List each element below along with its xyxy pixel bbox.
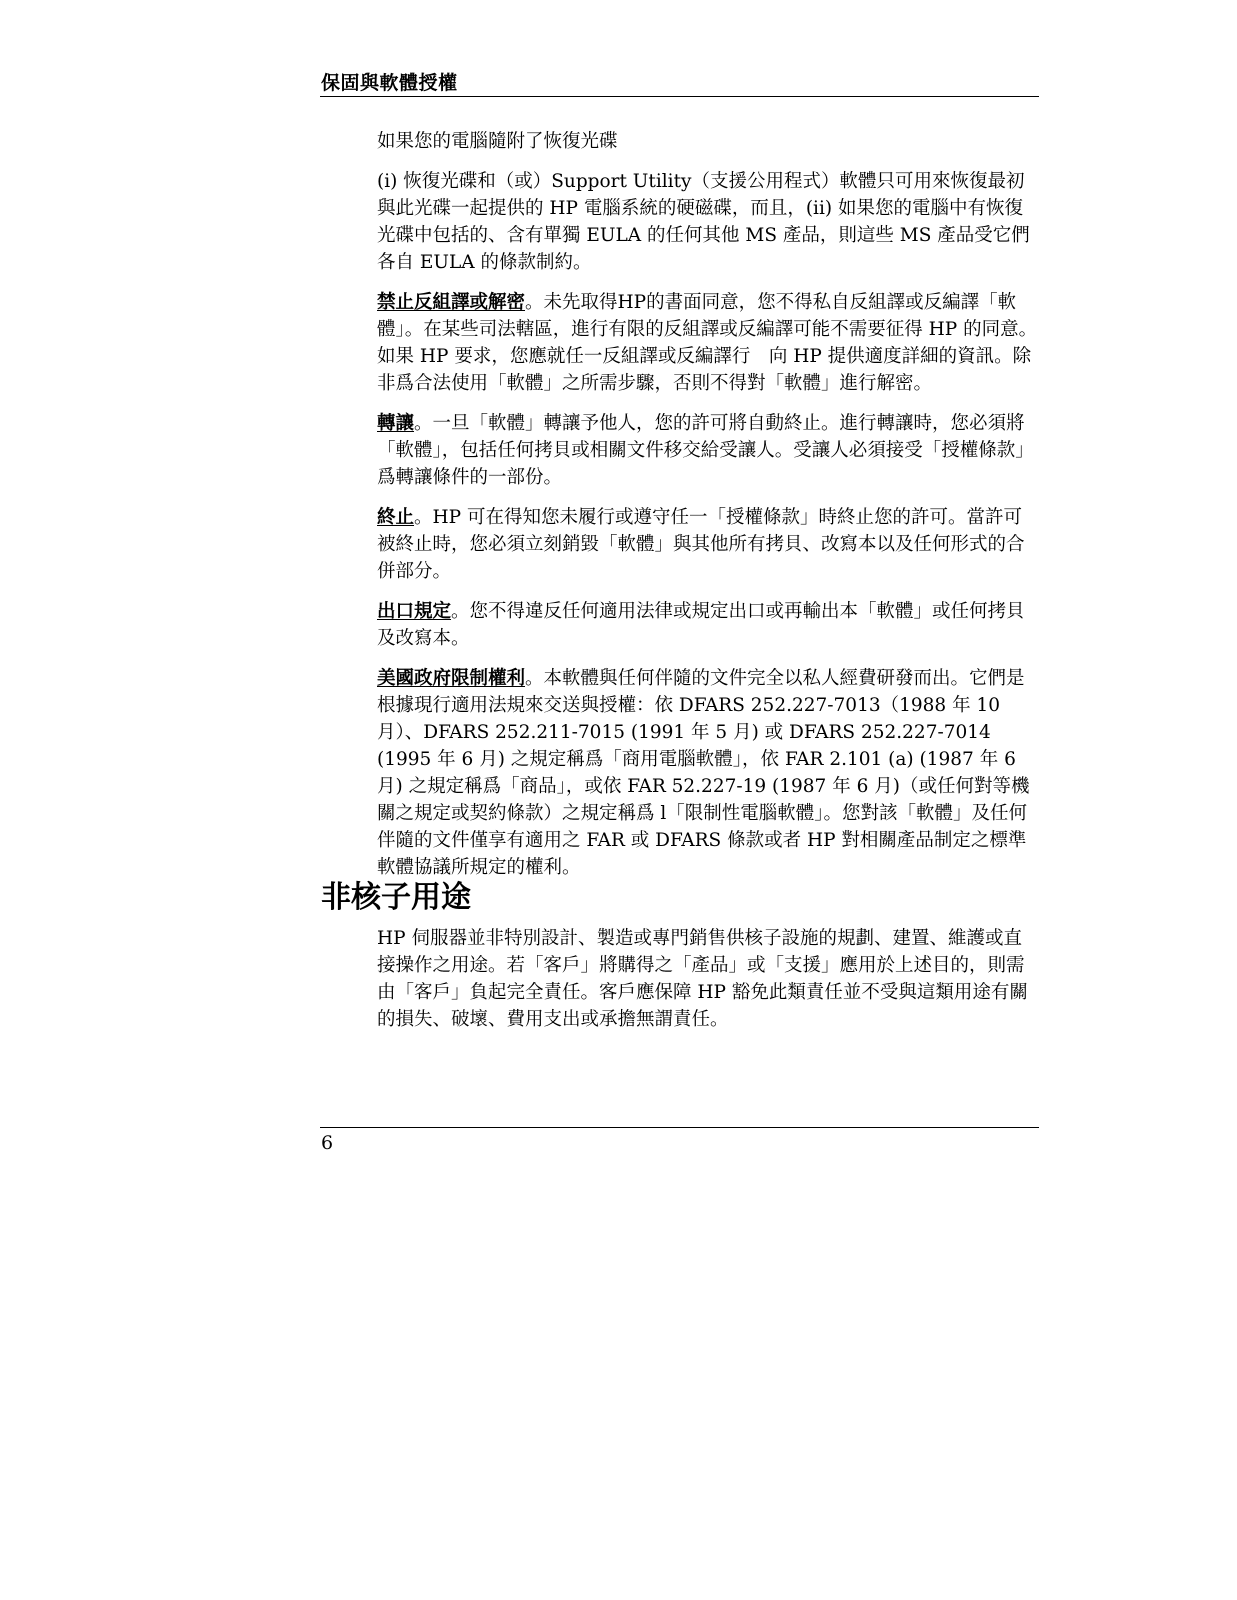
header-divider [320,96,1039,97]
transfer-title: 轉讓 [377,413,415,434]
us-government-rights-text: 。本軟體與任何伴隨的文件完全以私人經費研發而出。它們是根據現行適用法規來交送與授權：依 DFARS 252.227-7013（1988 年 10 月）、DFARS 252.211-7015 (1991 年 5 月) 或 DFARS 252.227-7014 (1995 年 6 月) 之規定稱爲「商用電腦軟體」，依 FAR 2.101 (a) (1987 年 6 月) 之規定稱爲「商品」，或依 FAR 52.227-19 (1987 年 6 月)（或任何對等機關之規定或契約條款）之規定稱爲 l「限制性電腦軟體」。您對該「軟體」及任何伴隨的文件僅享有適用之 FAR 或 DFARS 條款或者 HP 對相關產品制定之標準軟體協議所規定的權利。 [377,668,1030,878]
termination-title: 終止 [377,507,415,528]
no-reverse-engineering-title: 禁止反組譯或解密 [377,292,526,313]
non-nuclear-paragraph: HP 伺服器並非特別設計、製造或專門銷售供核子設施的規劃、建置、維護或直接操作之用途。若「客戶」將購得之「產品」或「支援」應用於上述目的，則需由「客戶」負起完全責任。客戶應保障 HP 豁免此類責任並不受與這類用途有關的損失、破壞、費用支出或承擔無謂責任。 [377,928,1028,1030]
us-government-rights-title: 美國政府限制權利 [377,668,526,689]
license-terms-body [377,128,1039,894]
export-title: 出口規定 [377,601,452,622]
page-number: 6 [321,1132,334,1154]
recovery-cd-heading: 如果您的電腦隨附了恢復光碟 [377,131,618,152]
transfer-text: 。一旦「軟體」轉讓予他人，您的許可將自動終止。進行轉讓時，您必須將「軟體」，包括任何拷貝或相關文件移交給受讓人。受讓人必須接受「授權條款」爲轉讓條件的一部份。 [377,413,1034,488]
us-government-rights-paragraph [377,665,1039,881]
running-header-title: 保固與軟體授權 [321,72,458,94]
no-reverse-engineering-text: 。未先取得HP的書面同意，您不得私自反組譯或反編譯「軟體」。在某些司法轄區，進行有限的反組譯或反編譯可能不需要征得 HP 的同意。如果 HP 要求，您應就任一反組譯或反編譯行 向 HP 提供適度詳細的資訊。除非爲合法使用「軟體」之所需步驟，否則不得對「軟體」進行解密。 [377,292,1038,394]
non-nuclear-heading: 非核子用途 [321,880,471,915]
export-text: 。您不得違反任何適用法律或規定出口或再輸出本「軟體」或任何拷貝及改寫本。 [377,601,1025,649]
no-reverse-engineering-paragraph [377,289,1039,397]
recovery-cd-paragraph: (i) 恢復光碟和（或）Support Utility（支援公用程式）軟體只可用來恢復最初與此光碟一起提供的 HP 電腦系統的硬磁碟，而且，(ii) 如果您的電腦中有恢復光碟中包括的、含有單獨 EULA 的任何其他 MS 產品，則這些 MS 產品受它們各自 EULA 的條款制約。 [377,171,1030,273]
termination-text: 。HP 可在得知您未履行或遵守任一「授權條款」時終止您的許可。當許可被終止時，您必須立刻銷毀「軟體」與其他所有拷貝、改寫本以及任何形式的合併部分。 [377,507,1025,582]
termination-paragraph [377,504,1039,585]
export-paragraph [377,598,1039,652]
transfer-paragraph [377,410,1039,491]
non-nuclear-body [377,925,1039,1033]
footer-divider [320,1127,1039,1128]
